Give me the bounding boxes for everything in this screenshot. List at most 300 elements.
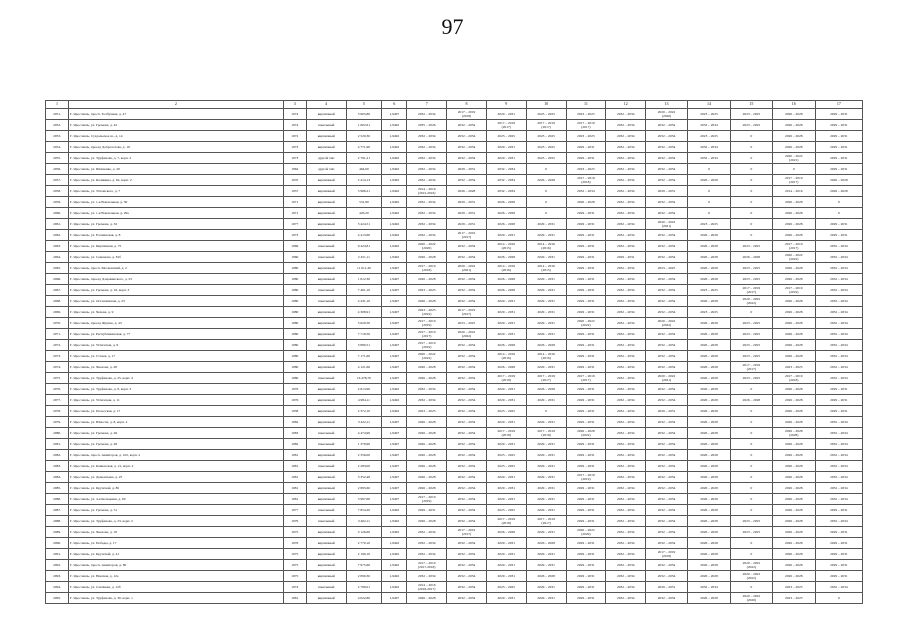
table-cell: 2029 – 2031 <box>815 153 862 164</box>
address-cell: Г. Ярославль, ул. Угличская, д. 11 <box>69 395 284 406</box>
table-cell: кирпичный <box>306 318 346 329</box>
table-cell: 1981 <box>283 461 306 472</box>
table-cell: 2017 – 2019 (2017) <box>772 175 815 186</box>
table-cell: 2029 – 2031 <box>566 461 606 472</box>
table-cell: 0 <box>687 197 730 208</box>
table-cell: 2029 – 2031 <box>486 329 526 340</box>
table-cell: 2032 – 2034 <box>606 142 646 153</box>
table-cell: 2026 – 2028 <box>772 560 815 571</box>
table-cell: 2029 – 2031 <box>566 263 606 274</box>
row-number-cell: 2091. <box>46 549 69 560</box>
table-cell: 2026 – 2028 <box>772 538 815 549</box>
table-cell: 1980 <box>283 307 306 318</box>
table-cell: 2023 – 2025 <box>447 318 487 329</box>
table-cell: 2029 – 2031 <box>486 417 526 428</box>
table-cell: 2026 – 2028 <box>407 461 447 472</box>
table-cell: 2032 – 2034 <box>606 109 646 120</box>
table-cell: 2026 – 2028 <box>687 450 730 461</box>
table-cell: 2029 – 2031 <box>566 549 606 560</box>
column-number-17: 17 <box>815 101 862 109</box>
table-cell: 2029 – 2031 <box>526 296 566 307</box>
table-cell: 2029 – 2031 <box>526 472 566 483</box>
table-cell: 2032 – 2034 <box>646 230 688 241</box>
row-number-cell: 2088. <box>46 516 69 527</box>
table-cell: 2032 – 2034 <box>606 274 646 285</box>
table-cell: 2029 – 2031 <box>526 461 566 472</box>
table-cell: кирпичный <box>306 175 346 186</box>
table-cell: 0 <box>730 307 772 318</box>
table-cell: 2032 – 2034 <box>646 483 688 494</box>
table-row <box>46 109 863 120</box>
table-cell: 2029 – 2031 <box>486 142 526 153</box>
capital-repair-schedule-table <box>45 100 863 604</box>
table-cell: кирпичный <box>306 571 346 582</box>
table-cell: кирпичный <box>306 131 346 142</box>
table-cell: 2032 – 2034 <box>815 252 862 263</box>
table-cell: 1,9497 <box>382 274 407 285</box>
table-cell: 0 <box>815 197 862 208</box>
table-cell: 0 <box>730 494 772 505</box>
table-cell: 2029 – 2031 <box>815 109 862 120</box>
table-cell: 2032 – 2034 <box>687 120 730 131</box>
address-cell: Г. Ярославль, ул. Стачек, д. 17 <box>69 351 284 362</box>
table-cell: 2029 – 2031 <box>566 450 606 461</box>
table-row <box>46 197 863 208</box>
table-row <box>46 560 863 571</box>
table-cell: 2023 – 2025 <box>566 131 606 142</box>
address-cell: Г. Ярославль, просп. Московский, д. 2 <box>69 263 284 274</box>
table-cell: 0 <box>526 406 566 417</box>
table-cell: 2029 – 2031 <box>566 142 606 153</box>
table-cell: 2032 – 2034 <box>815 439 862 450</box>
table-cell: 2032 – 2034 <box>447 120 487 131</box>
table-cell: 2029 – 2031 <box>815 164 862 175</box>
table-cell: кирпичный <box>306 450 346 461</box>
table-cell: 2026 – 2028 <box>772 318 815 329</box>
table-cell: 2023 – 2025 <box>687 307 730 318</box>
table-cell: 2032 – 2034 <box>486 186 526 197</box>
table-cell: 2023 – 2025 (2022) <box>407 307 447 318</box>
table-cell: 2032 – 2034 <box>606 362 646 373</box>
table-cell: 4 413,60 <box>346 230 382 241</box>
table-cell: 2032 – 2034 <box>486 175 526 186</box>
address-cell: Г. Ярославль, ул. Труфанова, д. 23, корп. 2 <box>69 516 284 527</box>
table-cell: 1,9497 <box>382 593 407 604</box>
table-cell: 2032 – 2034 <box>815 241 862 252</box>
table-cell: 2032 – 2034 <box>447 373 487 384</box>
table-cell: панельный <box>306 461 346 472</box>
table-cell: 2032 – 2034 <box>815 285 862 296</box>
table-cell: 2029 – 2031 <box>566 582 606 593</box>
table-cell: 1976 <box>283 384 306 395</box>
table-cell: 2014 – 2016 (2016) <box>486 263 526 274</box>
table-cell: 2023 – 2025 <box>730 527 772 538</box>
table-cell: 2026 – 2028 <box>687 560 730 571</box>
table-row <box>46 439 863 450</box>
table-cell: панельный <box>306 120 346 131</box>
table-cell: 2017 – 2019 (2017) <box>486 120 526 131</box>
table-cell: 4 022,80 <box>346 593 382 604</box>
table-cell: 2026 – 2028 <box>526 538 566 549</box>
table-cell: 2032 – 2034 <box>646 417 688 428</box>
table-cell: 2026 – 2028 <box>772 340 815 351</box>
table-cell: 2032 – 2034 <box>646 384 688 395</box>
table-cell: 2029 – 2031 <box>447 208 487 219</box>
table-cell: 2026 – 2028 <box>772 208 815 219</box>
table-cell: 2017 – 2019 (2018) <box>526 428 566 439</box>
address-cell: Г. Ярославль, ул. Шевченко, д. 20 <box>69 164 284 175</box>
table-cell: 2017 – 2019 (2019) <box>407 494 447 505</box>
table-cell: 1,9492 <box>382 230 407 241</box>
table-cell: 2026 – 2028 <box>687 395 730 406</box>
address-cell: Г. Ярославль, проезд Дзержинского, д. 23 <box>69 274 284 285</box>
table-cell: 2026 – 2028 <box>687 571 730 582</box>
row-number-cell: 2080. <box>46 428 69 439</box>
table-cell: 2 356,00 <box>346 450 382 461</box>
table-cell: 2032 – 2034 <box>606 373 646 384</box>
table-cell: 2029 – 2031 <box>566 516 606 527</box>
table-cell: 7 854,20 <box>346 505 382 516</box>
table-row <box>46 395 863 406</box>
table-cell: 2026 – 2028 <box>687 318 730 329</box>
table-cell: 2029 – 2031 <box>526 450 566 461</box>
table-cell: 2014 – 2016 (2016) <box>526 241 566 252</box>
table-cell: 2026 – 2028 <box>687 175 730 186</box>
table-cell: 2023 – 2025 <box>407 285 447 296</box>
table-cell: 2032 – 2034 <box>447 153 487 164</box>
table-cell: 2026 – 2028 <box>772 384 815 395</box>
table-cell: 2032 – 2034 <box>407 197 447 208</box>
table-cell: 2029 – 2031 <box>526 362 566 373</box>
table-cell: 2032 – 2034 <box>606 549 646 560</box>
table-cell: 2026 – 2028 <box>772 219 815 230</box>
table-cell: 1,9497 <box>382 428 407 439</box>
table-cell: 1,9492 <box>382 208 407 219</box>
address-cell: Г. Ярославль, ул. Невская, д. 12а <box>69 571 284 582</box>
table-cell: 2026 – 2028 <box>526 571 566 582</box>
table-cell: 0 <box>730 131 772 142</box>
table-cell: 1976 <box>283 538 306 549</box>
table-cell: кирпичный <box>306 549 346 560</box>
table-row <box>46 373 863 384</box>
table-cell: 2026 – 2028 <box>486 274 526 285</box>
table-cell: 2017 – 2019 (2017) <box>772 241 815 252</box>
address-cell: Г. Ярославль, ул. Республиканская, д. 77 <box>69 329 284 340</box>
table-cell: 7 718,50 <box>346 329 382 340</box>
table-cell: 2026 – 2028 <box>815 186 862 197</box>
address-cell: Г. Ярославль, проезд Доброхотова, д. 19 <box>69 142 284 153</box>
table-cell: 2032 – 2034 <box>815 472 862 483</box>
row-number-cell: 2052. <box>46 120 69 131</box>
row-number-cell: 2065. <box>46 263 69 274</box>
table-cell: 2026 – 2028 <box>407 417 447 428</box>
table-row <box>46 428 863 439</box>
table-cell: 3 462,11 <box>346 516 382 527</box>
table-row <box>46 274 863 285</box>
table-cell: 2032 – 2034 <box>606 351 646 362</box>
table-cell: 0 <box>730 230 772 241</box>
table-cell: 2026 – 2028 <box>687 461 730 472</box>
table-cell: 2023 – 2025 <box>486 450 526 461</box>
table-cell: 1,9492 <box>382 527 407 538</box>
table-cell: 5 986,21 <box>346 186 382 197</box>
table-cell: 2032 – 2034 <box>606 538 646 549</box>
table-cell: 2023 – 2025 <box>687 109 730 120</box>
table-cell: 2029 – 2031 <box>566 351 606 362</box>
table-cell: 2023 – 2025 <box>730 109 772 120</box>
table-cell: 2029 – 2031 <box>526 285 566 296</box>
address-cell: Г. Ярославль, ул. Громова, д. 16, корп. 3 <box>69 285 284 296</box>
table-cell: 2032 – 2034 <box>815 351 862 362</box>
table-cell: 2023 – 2025 <box>772 582 815 593</box>
table-cell: 2032 – 2034 <box>447 428 487 439</box>
table-cell: панельный <box>306 439 346 450</box>
address-cell: Г. Ярославль, ул. 1-я Вокзальная, д. 29а <box>69 208 284 219</box>
table-cell: 2029 – 2031 <box>486 472 526 483</box>
schedule-table <box>45 100 863 604</box>
table-cell: 2029 – 2031 <box>526 505 566 516</box>
table-cell: 2029 – 2031 <box>526 527 566 538</box>
address-cell: Г. Ярославль, просп. Авиаторов, д. 102, корп. 2 <box>69 450 284 461</box>
table-cell: 2029 – 2031 <box>815 219 862 230</box>
table-cell: 1980 <box>283 263 306 274</box>
table-cell: 2029 – 2031 <box>566 252 606 263</box>
table-cell: 1,9497 <box>382 483 407 494</box>
table-cell: 2029 – 2031 <box>815 505 862 516</box>
table-cell: 1,9492 <box>382 406 407 417</box>
table-cell: 1975 <box>283 560 306 571</box>
row-number-cell: 2054. <box>46 142 69 153</box>
table-cell: 2026 – 2028 <box>687 505 730 516</box>
table-cell: 2017 – 2019 (2017) <box>526 120 566 131</box>
table-cell: 4 121,66 <box>346 362 382 373</box>
table-cell: 2026 – 2028 <box>772 230 815 241</box>
table-cell: 1979 <box>283 516 306 527</box>
table-cell: 2032 – 2034 <box>815 483 862 494</box>
table-cell: 2017 – 2019 (2017) <box>730 362 772 373</box>
table-cell: кирпичный <box>306 142 346 153</box>
table-cell: 2029 – 2031 <box>566 241 606 252</box>
table-cell: 2029 – 2031 <box>815 571 862 582</box>
table-cell: 2029 – 2031 <box>566 274 606 285</box>
table-cell: 2029 – 2031 <box>566 417 606 428</box>
address-cell: Г. Ярославль, ул. Юности, д. 8, корп. 2 <box>69 417 284 428</box>
table-cell: 2029 – 2031 <box>447 219 487 230</box>
table-cell: 2032 – 2034 <box>646 131 688 142</box>
table-cell: кирпичный <box>306 593 346 604</box>
column-number-8: 8 <box>447 101 487 109</box>
table-row <box>46 307 863 318</box>
table-cell: 2029 – 2031 <box>486 307 526 318</box>
table-cell: панельный <box>306 505 346 516</box>
table-row <box>46 296 863 307</box>
table-cell: 1,9492 <box>382 197 407 208</box>
table-cell: 2026 – 2028 <box>407 450 447 461</box>
table-cell: 2026 – 2028 <box>772 516 815 527</box>
table-cell: 2023 – 2025 <box>407 406 447 417</box>
table-cell: 1975 <box>283 527 306 538</box>
row-number-cell: 2084. <box>46 472 69 483</box>
table-cell: 2 451,11 <box>346 252 382 263</box>
table-cell: 0 <box>730 164 772 175</box>
table-cell: 2017 – 2019 (2018) <box>447 109 487 120</box>
table-cell: 2032 – 2034 <box>687 142 730 153</box>
table-cell: 2026 – 2028 <box>687 406 730 417</box>
table-cell: 2032 – 2034 <box>447 175 487 186</box>
table-cell: 2029 – 2031 <box>486 549 526 560</box>
table-cell: 0 <box>526 208 566 219</box>
table-cell: 2032 – 2034 <box>815 516 862 527</box>
table-cell: 1973 <box>283 230 306 241</box>
table-cell: 2026 – 2028 <box>772 527 815 538</box>
table-cell: 2032 – 2034 <box>447 505 487 516</box>
address-cell: Г. Ярославль, ул. Полесская, д. 17 <box>69 406 284 417</box>
table-cell: 2032 – 2034 <box>447 461 487 472</box>
table-cell: 0 <box>815 208 862 219</box>
table-cell: кирпичный <box>306 351 346 362</box>
table-cell: кирпичный <box>306 395 346 406</box>
row-number-cell: 2093. <box>46 571 69 582</box>
table-cell: 2032 – 2034 <box>566 186 606 197</box>
table-cell: 2032 – 2034 <box>486 164 526 175</box>
table-row <box>46 340 863 351</box>
table-cell: 0 <box>687 164 730 175</box>
table-row <box>46 362 863 373</box>
table-cell: 2023 – 2025 <box>526 153 566 164</box>
table-cell: 1,9492 <box>382 395 407 406</box>
table-row <box>46 263 863 274</box>
address-cell: Г. Ярославль, ул. 4-я Кольцевая, д. 60 <box>69 494 284 505</box>
table-cell: кирпичный <box>306 219 346 230</box>
table-cell: 2032 – 2034 <box>606 406 646 417</box>
table-cell: 2023 – 2025 <box>687 219 730 230</box>
table-cell: 2026 – 2028 (2028) <box>772 428 815 439</box>
table-cell: 1983 <box>283 428 306 439</box>
table-cell: 1,9492 <box>382 164 407 175</box>
table-cell: 2032 – 2034 <box>407 549 447 560</box>
table-cell: 2032 – 2034 <box>606 318 646 329</box>
table-cell: 2032 – 2034 <box>815 318 862 329</box>
table-cell: 2 770,10 <box>346 538 382 549</box>
table-cell: 1973 <box>283 142 306 153</box>
table-cell: 2023 – 2025 <box>566 164 606 175</box>
table-cell: 1981 <box>283 450 306 461</box>
table-cell: кирпичный <box>306 417 346 428</box>
table-cell: 2017 – 2019 (2018) <box>407 263 447 274</box>
table-cell: 1970 <box>283 175 306 186</box>
table-cell: 2032 – 2034 <box>606 296 646 307</box>
table-cell: 2029 – 2031 <box>486 296 526 307</box>
table-cell: 2 890,30 <box>346 571 382 582</box>
table-cell: 2026 – 2028 <box>772 505 815 516</box>
table-cell: 2023 – 2025 <box>730 274 772 285</box>
table-cell: 2032 – 2034 <box>606 417 646 428</box>
table-cell: 2032 – 2034 <box>646 538 688 549</box>
table-cell: 2032 – 2034 <box>646 351 688 362</box>
table-cell: 2032 – 2034 <box>815 362 862 373</box>
table-cell: 2023 – 2025 <box>730 373 772 384</box>
table-row <box>46 494 863 505</box>
table-row <box>46 252 863 263</box>
table-cell: 2029 – 2031 <box>566 560 606 571</box>
table-cell: 1,9492 <box>382 186 407 197</box>
table-cell: 2029 – 2031 <box>526 307 566 318</box>
table-cell: 0 <box>730 153 772 164</box>
table-cell: 2026 – 2028 <box>447 186 487 197</box>
table-cell: 2029 – 2031 <box>526 560 566 571</box>
table-cell: 1974 <box>283 109 306 120</box>
table-cell: 2026 – 2028 <box>687 428 730 439</box>
table-cell: 2032 – 2034 <box>646 208 688 219</box>
table-cell: 2029 – 2031 <box>486 560 526 571</box>
table-cell: 2032 – 2034 <box>447 417 487 428</box>
column-number-14: 14 <box>687 101 730 109</box>
table-cell: 2029 – 2031 <box>486 483 526 494</box>
table-cell: 2026 – 2028 <box>687 340 730 351</box>
table-cell: панельный <box>306 241 346 252</box>
row-number-cell: 2056. <box>46 164 69 175</box>
table-cell: кирпичный <box>306 538 346 549</box>
table-cell: 2026 – 2028 <box>687 362 730 373</box>
table-cell: 2032 – 2034 <box>606 329 646 340</box>
table-cell: 531,80 <box>346 197 382 208</box>
table-cell: 2 414,13 <box>346 175 382 186</box>
row-number-cell: 2082. <box>46 450 69 461</box>
table-cell: 1,9492 <box>382 538 407 549</box>
address-cell: Г. Ярославль, ул. Громова, д. 26 <box>69 428 284 439</box>
table-cell: 1,9497 <box>382 417 407 428</box>
table-row <box>46 505 863 516</box>
table-cell: 2026 – 2028 <box>772 351 815 362</box>
table-cell: 1 612,30 <box>346 274 382 285</box>
table-cell: 2029 – 2031 <box>566 296 606 307</box>
column-number-4: 4 <box>306 101 346 109</box>
table-cell: 2017 – 2019 (2019) <box>407 318 447 329</box>
table-cell: 464,00 <box>346 164 382 175</box>
table-cell: 1980 <box>283 274 306 285</box>
address-cell: Г. Ярославль, ул. 1-я Вокзальная, д. 30 <box>69 197 284 208</box>
table-cell: 2026 – 2028 <box>687 472 730 483</box>
table-cell: 2032 – 2034 <box>407 527 447 538</box>
table-cell: 2029 – 2031 <box>566 329 606 340</box>
table-cell: 2029 – 2031 <box>526 439 566 450</box>
table-cell: 2026 – 2028 <box>772 274 815 285</box>
row-number-cell: 2062. <box>46 230 69 241</box>
table-cell: 1,9497 <box>382 340 407 351</box>
table-cell: 2029 – 2031 <box>815 549 862 560</box>
column-number-12: 12 <box>606 101 646 109</box>
table-cell: 2032 – 2034 <box>815 582 862 593</box>
table-cell: 2020 – 2022 (2020) <box>566 527 606 538</box>
table-cell: 1980 <box>283 318 306 329</box>
table-row <box>46 142 863 153</box>
column-number-10: 10 <box>526 101 566 109</box>
row-number-cell: 2075. <box>46 373 69 384</box>
table-cell: 2020 – 2022 (2021) <box>772 153 815 164</box>
table-row <box>46 417 863 428</box>
table-cell: 2026 – 2028 <box>407 516 447 527</box>
address-cell: Г. Ярославль, ул. Крупской, д. 8б <box>69 483 284 494</box>
table-cell: 2026 – 2028 <box>772 329 815 340</box>
table-row <box>46 208 863 219</box>
table-cell: 2032 – 2034 <box>646 362 688 373</box>
table-cell: 2032 – 2034 <box>447 560 487 571</box>
table-cell: 2032 – 2034 <box>646 252 688 263</box>
column-number-1: 1 <box>46 101 69 109</box>
table-cell: 2032 – 2034 <box>447 571 487 582</box>
table-cell: 2026 – 2028 <box>407 428 447 439</box>
table-cell: 1,9492 <box>382 549 407 560</box>
